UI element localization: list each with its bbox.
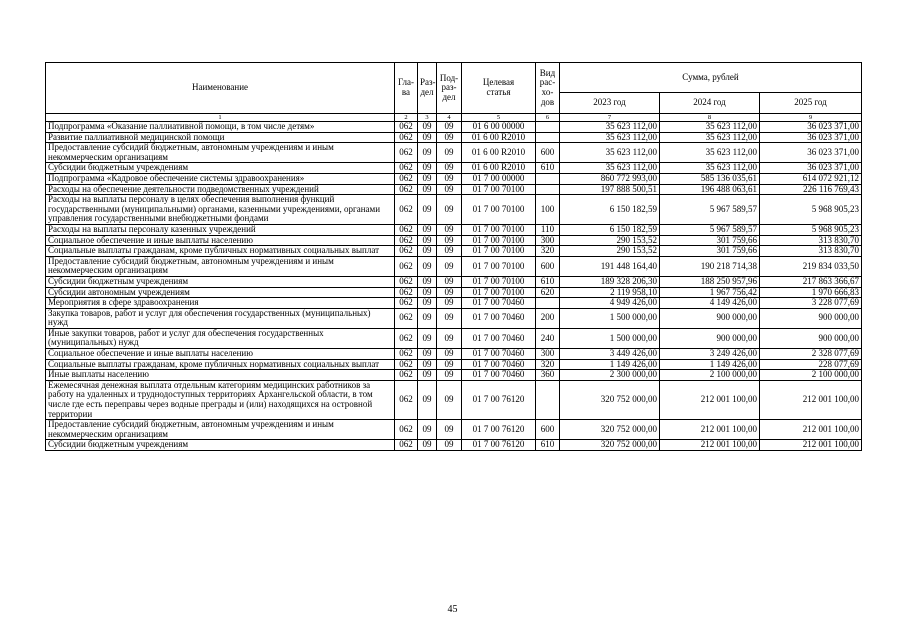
row-target: 01 6 00 00000: [462, 122, 536, 133]
row-target: 01 7 00 70460: [462, 298, 536, 309]
row-name: Расходы на выплаты персоналу казенных учреждений: [46, 224, 395, 235]
row-subsection: 09: [437, 328, 462, 348]
row-section: 09: [418, 380, 437, 419]
row-expense-type: 200: [536, 308, 560, 328]
table-row: [46, 256, 862, 276]
budget-table: [45, 62, 862, 451]
row-sum-2025: 212 001 100,00: [760, 440, 862, 451]
row-sum-2023: 320 752 000,00: [560, 420, 660, 440]
row-expense-type: [536, 173, 560, 184]
row-name: Ежемесячная денежная выплата отдельным категориям медицинских работников за работу на удаленных и труднодоступных территориях Архангельской области, в том числе где есть переправы через водные преграды и (или) находящихся на островной территории: [46, 380, 395, 419]
row-sum-2023: 320 752 000,00: [560, 380, 660, 419]
table-row: [46, 122, 862, 133]
row-chapter: 062: [395, 184, 418, 195]
row-subsection: 09: [437, 224, 462, 235]
row-sum-2023: 1 500 000,00: [560, 308, 660, 328]
row-name: Развитие паллиативной медицинской помощи: [46, 132, 395, 143]
row-target: 01 7 00 70460: [462, 328, 536, 348]
row-expense-type: 600: [536, 420, 560, 440]
row-sum-2023: 197 888 500,51: [560, 184, 660, 195]
table-row: [46, 184, 862, 195]
row-subsection: 09: [437, 276, 462, 287]
row-sum-2023: 35 623 112,00: [560, 122, 660, 133]
header-chapter: Гла- ва: [395, 63, 418, 114]
row-expense-type: 320: [536, 359, 560, 370]
row-sum-2025: 36 023 371,00: [760, 132, 862, 143]
row-section: 09: [418, 276, 437, 287]
row-section: 09: [418, 163, 437, 174]
row-expense-type: 610: [536, 163, 560, 174]
row-name: Закупка товаров, работ и услуг для обеспечения государственных (муниципальных) нужд: [46, 308, 395, 328]
row-name: Подпрограмма «Оказание паллиативной помощи, в том числе детям»: [46, 122, 395, 133]
row-section: 09: [418, 173, 437, 184]
row-sum-2025: 36 023 371,00: [760, 143, 862, 163]
row-name: Расходы на обеспечение деятельности подведомственных учреждений: [46, 184, 395, 195]
row-name: Социальное обеспечение и иные выплаты населению: [46, 349, 395, 360]
row-sum-2024: 212 001 100,00: [660, 440, 760, 451]
row-expense-type: [536, 122, 560, 133]
row-subsection: 09: [437, 256, 462, 276]
header-year-2025: 2025 год: [760, 93, 862, 114]
row-name: Мероприятия в сфере здравоохранения: [46, 298, 395, 309]
row-subsection: 09: [437, 195, 462, 225]
row-subsection: 09: [437, 246, 462, 257]
table-row: [46, 163, 862, 174]
row-expense-type: 320: [536, 246, 560, 257]
row-section: 09: [418, 224, 437, 235]
row-sum-2023: 320 752 000,00: [560, 440, 660, 451]
row-sum-2025: 36 023 371,00: [760, 163, 862, 174]
row-name: Субсидии бюджетным учреждениям: [46, 440, 395, 451]
row-subsection: 09: [437, 184, 462, 195]
row-sum-2025: 226 116 769,43: [760, 184, 862, 195]
row-expense-type: 300: [536, 235, 560, 246]
row-expense-type: 600: [536, 143, 560, 163]
row-sum-2025: 313 830,70: [760, 235, 862, 246]
row-target: 01 7 00 70460: [462, 359, 536, 370]
row-subsection: 09: [437, 440, 462, 451]
table-body: [46, 114, 862, 451]
row-subsection: 09: [437, 380, 462, 419]
row-chapter: 062: [395, 132, 418, 143]
row-name: Подпрограмма «Кадровое обеспечение системы здравоохранения»: [46, 173, 395, 184]
row-name: Субсидии бюджетным учреждениям: [46, 163, 395, 174]
row-sum-2023: 3 449 426,00: [560, 349, 660, 360]
row-sum-2024: 3 249 426,00: [660, 349, 760, 360]
header-section: Раз- дел: [418, 63, 437, 114]
row-sum-2024: 190 218 714,38: [660, 256, 760, 276]
row-name: Предоставление субсидий бюджетным, автономным учреждениям и иным некоммерческим организациям: [46, 143, 395, 163]
row-section: 09: [418, 370, 437, 381]
row-sum-2025: 219 834 033,50: [760, 256, 862, 276]
table-row: [46, 246, 862, 257]
row-expense-type: 620: [536, 287, 560, 298]
row-sum-2023: 189 328 206,30: [560, 276, 660, 287]
row-sum-2024: 35 623 112,00: [660, 143, 760, 163]
row-chapter: 062: [395, 349, 418, 360]
row-section: 09: [418, 256, 437, 276]
row-section: 09: [418, 328, 437, 348]
header-expense-type: Вид рас- хо- дов: [536, 63, 560, 114]
row-sum-2023: 35 623 112,00: [560, 132, 660, 143]
row-sum-2025: 228 077,69: [760, 359, 862, 370]
table-row: [46, 349, 862, 360]
row-chapter: 062: [395, 276, 418, 287]
row-sum-2025: 217 863 366,67: [760, 276, 862, 287]
row-sum-2024: 2 100 000,00: [660, 370, 760, 381]
table-row: [46, 420, 862, 440]
column-index: 2: [395, 114, 418, 122]
row-sum-2024: 900 000,00: [660, 328, 760, 348]
table-row: [46, 195, 862, 225]
row-section: 09: [418, 195, 437, 225]
row-chapter: 062: [395, 224, 418, 235]
table-row: [46, 287, 862, 298]
row-sum-2024: 900 000,00: [660, 308, 760, 328]
row-chapter: 062: [395, 256, 418, 276]
row-chapter: 062: [395, 246, 418, 257]
row-chapter: 062: [395, 195, 418, 225]
table-row: [46, 143, 862, 163]
row-subsection: 09: [437, 287, 462, 298]
row-target: 01 7 00 00000: [462, 173, 536, 184]
row-sum-2025: 5 968 905,23: [760, 195, 862, 225]
row-sum-2024: 35 623 112,00: [660, 163, 760, 174]
row-chapter: 062: [395, 287, 418, 298]
row-section: 09: [418, 132, 437, 143]
row-sum-2024: 212 001 100,00: [660, 420, 760, 440]
row-sum-2023: 191 448 164,40: [560, 256, 660, 276]
row-section: 09: [418, 122, 437, 133]
row-section: 09: [418, 420, 437, 440]
row-sum-2023: 2 119 958,10: [560, 287, 660, 298]
column-index: 5: [462, 114, 536, 122]
row-sum-2025: 1 970 666,83: [760, 287, 862, 298]
row-sum-2025: 900 000,00: [760, 308, 862, 328]
column-index: 6: [536, 114, 560, 122]
row-chapter: 062: [395, 359, 418, 370]
row-chapter: 062: [395, 298, 418, 309]
row-sum-2023: 290 153,52: [560, 246, 660, 257]
row-target: 01 7 00 70460: [462, 370, 536, 381]
row-sum-2025: 900 000,00: [760, 328, 862, 348]
row-expense-type: [536, 380, 560, 419]
row-name: Социальное обеспечение и иные выплаты населению: [46, 235, 395, 246]
row-section: 09: [418, 359, 437, 370]
row-target: 01 7 00 70460: [462, 308, 536, 328]
row-subsection: 09: [437, 173, 462, 184]
row-sum-2025: 212 001 100,00: [760, 380, 862, 419]
row-expense-type: [536, 298, 560, 309]
row-expense-type: 240: [536, 328, 560, 348]
header-year-2024: 2024 год: [660, 93, 760, 114]
table-row: [46, 224, 862, 235]
row-chapter: 062: [395, 308, 418, 328]
row-sum-2024: 188 250 957,96: [660, 276, 760, 287]
row-target: 01 6 00 R2010: [462, 163, 536, 174]
page-number: 45: [447, 604, 458, 615]
row-target: 01 7 00 76120: [462, 380, 536, 419]
row-sum-2025: 614 072 921,12: [760, 173, 862, 184]
table-row: [46, 328, 862, 348]
column-index: 3: [418, 114, 437, 122]
row-name: Предоставление субсидий бюджетным, автономным учреждениям и иным некоммерческим организациям: [46, 420, 395, 440]
row-subsection: 09: [437, 349, 462, 360]
row-target: 01 6 00 R2010: [462, 132, 536, 143]
row-section: 09: [418, 143, 437, 163]
row-target: 01 7 00 70100: [462, 184, 536, 195]
column-index: 1: [46, 114, 395, 122]
row-sum-2024: 1 149 426,00: [660, 359, 760, 370]
row-subsection: 09: [437, 359, 462, 370]
row-subsection: 09: [437, 370, 462, 381]
row-sum-2023: 290 153,52: [560, 235, 660, 246]
row-sum-2024: 5 967 589,57: [660, 224, 760, 235]
row-section: 09: [418, 349, 437, 360]
row-sum-2023: 6 150 182,59: [560, 224, 660, 235]
row-target: 01 7 00 70460: [462, 349, 536, 360]
row-section: 09: [418, 440, 437, 451]
row-chapter: 062: [395, 122, 418, 133]
column-index: 8: [660, 114, 760, 122]
column-index: 9: [760, 114, 862, 122]
row-sum-2024: 35 623 112,00: [660, 132, 760, 143]
row-sum-2023: 4 949 426,00: [560, 298, 660, 309]
row-section: 09: [418, 235, 437, 246]
table-row: [46, 308, 862, 328]
row-sum-2025: 212 001 100,00: [760, 420, 862, 440]
row-expense-type: [536, 184, 560, 195]
table-row: [46, 132, 862, 143]
row-sum-2025: 313 830,70: [760, 246, 862, 257]
row-expense-type: 300: [536, 349, 560, 360]
row-target: 01 7 00 70100: [462, 276, 536, 287]
row-section: 09: [418, 287, 437, 298]
table-row: [46, 276, 862, 287]
row-chapter: 062: [395, 420, 418, 440]
row-target: 01 7 00 76120: [462, 440, 536, 451]
row-sum-2024: 1 967 756,42: [660, 287, 760, 298]
row-target: 01 7 00 70100: [462, 246, 536, 257]
row-chapter: 062: [395, 173, 418, 184]
row-sum-2023: 1 149 426,00: [560, 359, 660, 370]
row-expense-type: 360: [536, 370, 560, 381]
row-subsection: 09: [437, 122, 462, 133]
row-name: Субсидии автономным учреждениям: [46, 287, 395, 298]
table-row: [46, 173, 862, 184]
row-sum-2024: 212 001 100,00: [660, 380, 760, 419]
row-chapter: 062: [395, 370, 418, 381]
table-row: [46, 370, 862, 381]
row-section: 09: [418, 246, 437, 257]
column-index: 7: [560, 114, 660, 122]
row-name: Социальные выплаты гражданам, кроме публичных нормативных социальных выплат: [46, 246, 395, 257]
table-row: [46, 380, 862, 419]
row-name: Субсидии бюджетным учреждениям: [46, 276, 395, 287]
row-sum-2023: 2 300 000,00: [560, 370, 660, 381]
row-sum-2023: 35 623 112,00: [560, 163, 660, 174]
row-target: 01 7 00 70100: [462, 287, 536, 298]
row-sum-2023: 860 772 993,00: [560, 173, 660, 184]
row-expense-type: 610: [536, 440, 560, 451]
row-sum-2025: 5 968 905,23: [760, 224, 862, 235]
row-section: 09: [418, 308, 437, 328]
row-sum-2025: 2 100 000,00: [760, 370, 862, 381]
row-chapter: 062: [395, 380, 418, 419]
row-section: 09: [418, 184, 437, 195]
row-target: 01 7 00 70100: [462, 235, 536, 246]
row-expense-type: 110: [536, 224, 560, 235]
row-name: Расходы на выплаты персоналу в целях обеспечения выполнения функций государственными (муниципальными) органами, казенными учреждениями, органами управления государственными внебюджетными фондами: [46, 195, 395, 225]
row-chapter: 062: [395, 235, 418, 246]
row-sum-2024: 301 759,66: [660, 235, 760, 246]
row-sum-2025: 3 228 077,69: [760, 298, 862, 309]
table-row: [46, 440, 862, 451]
row-sum-2024: 196 488 063,61: [660, 184, 760, 195]
header-subsection: Под- раз- дел: [437, 63, 462, 114]
row-sum-2024: 5 967 589,57: [660, 195, 760, 225]
row-sum-2024: 35 623 112,00: [660, 122, 760, 133]
column-index: 4: [437, 114, 462, 122]
row-target: 01 7 00 76120: [462, 420, 536, 440]
row-sum-2025: 36 023 371,00: [760, 122, 862, 133]
table-row: [46, 359, 862, 370]
row-expense-type: 600: [536, 256, 560, 276]
row-sum-2024: 301 759,66: [660, 246, 760, 257]
row-subsection: 09: [437, 298, 462, 309]
row-subsection: 09: [437, 308, 462, 328]
row-sum-2023: 6 150 182,59: [560, 195, 660, 225]
row-sum-2024: 4 149 426,00: [660, 298, 760, 309]
row-chapter: 062: [395, 328, 418, 348]
row-subsection: 09: [437, 420, 462, 440]
row-target: 01 7 00 70100: [462, 195, 536, 225]
row-name: Иные выплаты населению: [46, 370, 395, 381]
table-row: [46, 298, 862, 309]
row-target: 01 7 00 70100: [462, 256, 536, 276]
header-year-2023: 2023 год: [560, 93, 660, 114]
column-index-row: [46, 114, 862, 122]
row-sum-2023: 35 623 112,00: [560, 143, 660, 163]
row-chapter: 062: [395, 440, 418, 451]
row-target: 01 6 00 R2010: [462, 143, 536, 163]
row-subsection: 09: [437, 163, 462, 174]
row-sum-2025: 2 328 077,69: [760, 349, 862, 360]
row-name: Предоставление субсидий бюджетным, автономным учреждениям и иным некоммерческим организациям: [46, 256, 395, 276]
row-expense-type: [536, 132, 560, 143]
row-subsection: 09: [437, 132, 462, 143]
row-chapter: 062: [395, 143, 418, 163]
header-sum: Сумма, рублей: [560, 63, 862, 93]
header-target: Целевая статья: [462, 63, 536, 114]
table-row: [46, 235, 862, 246]
row-sum-2023: 1 500 000,00: [560, 328, 660, 348]
row-target: 01 7 00 70100: [462, 224, 536, 235]
row-sum-2024: 585 136 035,61: [660, 173, 760, 184]
row-subsection: 09: [437, 235, 462, 246]
row-expense-type: 610: [536, 276, 560, 287]
row-subsection: 09: [437, 143, 462, 163]
row-name: Иные закупки товаров, работ и услуг для обеспечения государственных (муниципальных) нужд: [46, 328, 395, 348]
row-chapter: 062: [395, 163, 418, 174]
row-expense-type: 100: [536, 195, 560, 225]
header-name: Наименование: [46, 63, 395, 114]
row-name: Социальные выплаты гражданам, кроме публичных нормативных социальных выплат: [46, 359, 395, 370]
row-section: 09: [418, 298, 437, 309]
